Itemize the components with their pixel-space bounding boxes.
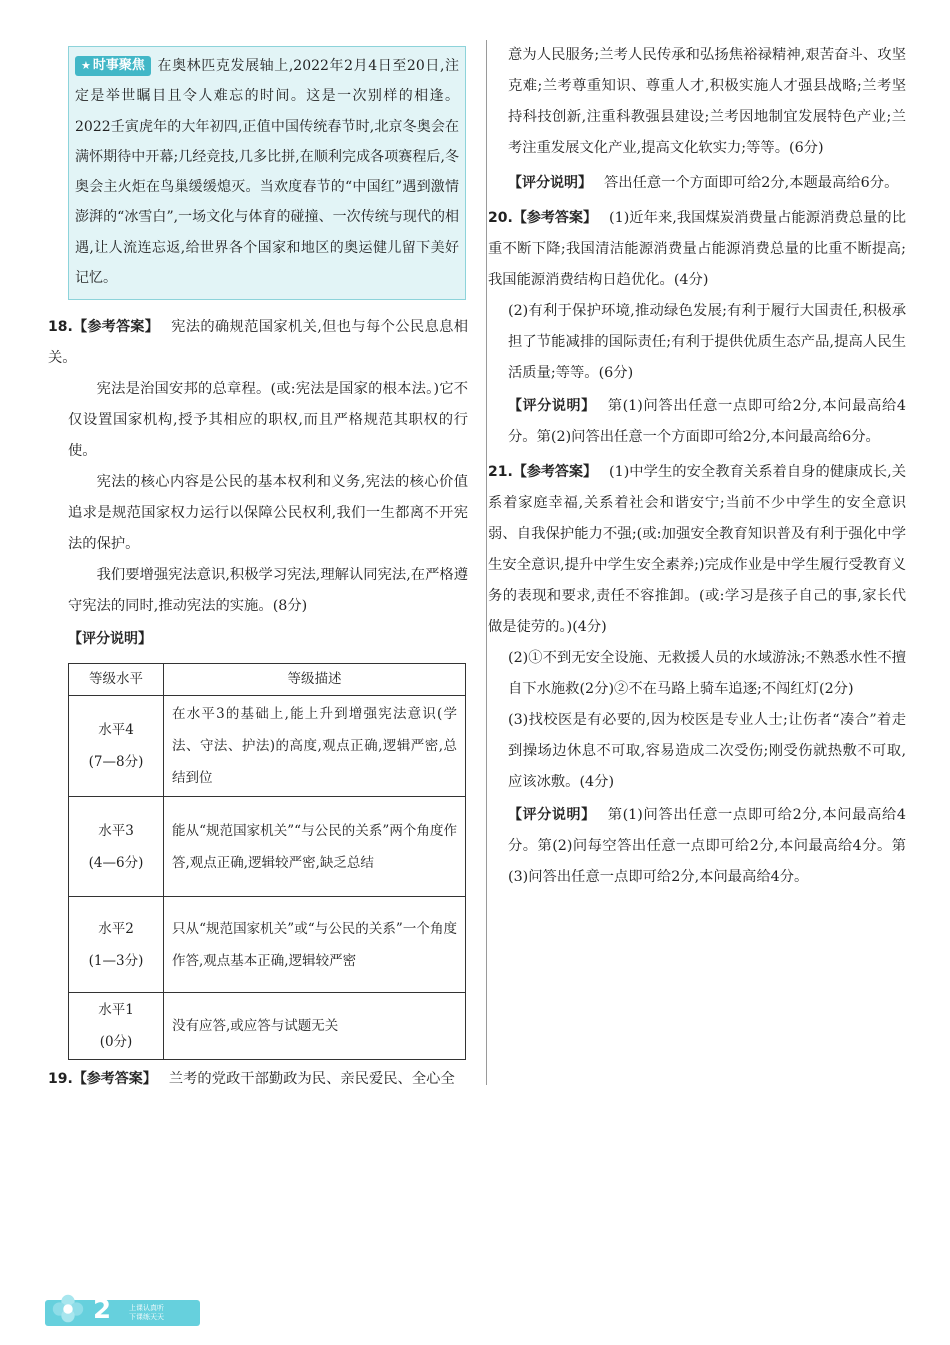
q20-answer-label: 【参考答案】 [512, 210, 598, 226]
q18-answer-label: 【参考答案】 [72, 319, 160, 335]
q20-answer-p2: (2)有利于保护环境,推动绿色发展;有利于履行大国责任,积极承担了节能减排的国际责任;有利于提供优质生态产品,提高人民生活质量;等等。(6分) [508, 303, 906, 381]
grade-table-row [69, 797, 466, 897]
grade-range: (4—6分) [88, 854, 144, 871]
q18-answer-p2: 宪法是治国安邦的总章程。(或:宪法是国家的根本法。)它不仅设置国家机构,授予其相应的职权,而且严格规范其职权的行使。 [68, 381, 468, 459]
question-18 [48, 312, 468, 1060]
q21-answer-p2: (2)①不到无安全设施、无救援人员的水域游泳;不熟悉水性不擅自下水施救(2分)②不在马路上骑车追逐;不闯红灯(2分) [508, 650, 906, 697]
grade-range: (7—8分) [88, 754, 144, 770]
q20-number: 20. [488, 210, 513, 226]
column-divider [486, 40, 487, 1085]
q20-p1-text: (1)近年来,我国煤炭消费量占能源消费总量的比重不断下降;我国清洁能源消费量占能源消费总量的比重不断提高;我国能源消费结构日趋优化。(4分) [488, 210, 907, 288]
q20-scoring [508, 391, 906, 453]
q20-scoring-text: 第(1)问答出任意一点即可给2分,本问最高给4分。第(2)问答出任意一个方面即可给2分,本问最高给6分。 [508, 398, 906, 445]
flower-logo-icon [49, 1290, 87, 1328]
grade-desc: 在水平3的基础上,能上升到增强宪法意识(学法、守法、护法)的高度,观点正确,逻辑严密,总结到位 [164, 696, 466, 797]
page-number: 2 [93, 1295, 112, 1325]
footer-slogan-line1: 上课认真听 [129, 1304, 164, 1312]
q21-number: 21. [488, 464, 513, 480]
q18-number: 18. [48, 319, 73, 335]
q20-scoring-label: 【评分说明】 [508, 398, 596, 414]
q19-scoring-label: 【评分说明】 [508, 175, 592, 191]
q21-scoring [508, 800, 906, 893]
grade-table-row [69, 696, 466, 797]
grade-table-header-desc: 等级描述 [164, 664, 466, 696]
q18-answer-p1 [48, 312, 468, 374]
q18-p1-text: 宪法的确规范国家机关,但也与每个公民息息相关。 [48, 319, 469, 366]
grade-desc: 没有应答,或应答与试题无关 [164, 993, 466, 1060]
star-icon: ★ [81, 59, 91, 72]
q19-answer-label: 【参考答案】 [72, 1071, 157, 1087]
news-focus-box [68, 46, 466, 300]
news-focus-tag-label: 时事聚焦 [92, 58, 145, 73]
news-focus-paragraph [75, 51, 459, 293]
grade-table-row [69, 897, 466, 993]
q18-answer-p4: 我们要增强宪法意识,积极学习宪法,理解认同宪法,在严格遵守宪法的同时,推动宪法的实施。(8分) [68, 567, 468, 614]
grade-table-header-level: 等级水平 [69, 664, 164, 696]
q19-start-text: 兰考的党政干部勤政为民、亲民爱民、全心全 [168, 1071, 455, 1087]
grade-range: (0分) [99, 1034, 133, 1050]
q20-answer-p1 [488, 203, 906, 296]
grade-desc: 能从“规范国家机关”“与公民的关系”两个角度作答,观点正确,逻辑较严密,缺乏总结 [164, 797, 466, 897]
q21-answer-p1 [488, 457, 906, 643]
grade-level: 水平4 [98, 722, 134, 738]
q18-scoring-label: 【评分说明】 [68, 631, 152, 647]
grade-desc: 只从“规范国家机关”或“与公民的关系”一个角度作答,观点基本正确,逻辑较严密 [164, 897, 466, 993]
footer-slogan-line2: 下课练天天 [129, 1313, 164, 1321]
q18-answer-p3: 宪法的核心内容是公民的基本权利和义务,宪法的核心价值追求是规范国家权力运行以保障公民权利,我们一生都离不开宪法的保护。 [68, 474, 468, 552]
grade-table-row [69, 993, 466, 1060]
q19-scoring-text: 答出任意一个方面即可给2分,本题最高给6分。 [604, 175, 899, 191]
q19-scoring [508, 168, 906, 199]
q19-answer-continued: 意为人民服务;兰考人民传承和弘扬焦裕禄精神,艰苦奋斗、攻坚克难;兰考尊重知识、尊重人才,积极实施人才强县战略;兰考坚持科技创新,注重科教强县建设;兰考因地制宜发展特色产业;兰考注重发展文化产业,提高文化软实力;等等。(6分) [508, 47, 906, 156]
q19-number: 19. [48, 1071, 73, 1087]
grade-level: 水平3 [98, 822, 134, 839]
page-footer [45, 1290, 205, 1330]
q21-answer-p3: (3)找校医是有必要的,因为校医是专业人士;让伤者“凑合”着走到操场边休息不可取,容易造成二次受伤;刚受伤就热敷不可取,应该冰敷。(4分) [508, 712, 906, 790]
q21-answer-label: 【参考答案】 [512, 464, 598, 480]
q18-grade-table [68, 663, 466, 1060]
grade-level: 水平1 [98, 1002, 134, 1018]
grade-table-header [69, 664, 466, 696]
right-column [488, 40, 906, 893]
q19-answer-start [48, 1064, 468, 1095]
grade-range: (1—3分) [88, 952, 144, 969]
footer-slogan [129, 1304, 164, 1322]
q21-scoring-text: 第(1)问答出任意一点即可给2分,本问最高给4分。第(2)问每空答出任意一点即可给2分,本问最高给4分。第(3)问答出任意一点即可给2分,本问最高给4分。 [508, 807, 906, 885]
question-19-start [48, 1064, 468, 1095]
news-focus-text: 在奥林匹克发展轴上,2022年2月4日至20日,注定是举世瞩目且令人难忘的时间。这是一次别样的相逢。2022壬寅虎年的大年初四,正值中国传统春节时,北京冬奥会在满怀期待中开幕;几经竞技,几多比拼,在顺利完成各项赛程后,冬奥会主火炬在鸟巢缓缓熄灭。当欢度春节的“中国红”遇到激情澎湃的“冰雪白”,一场文化与体育的碰撞、一次传统与现代的相遇,让人流连忘返,给世界各个国家和地区的奥运健儿留下美好记忆。 [75, 58, 459, 287]
news-focus-tag [75, 56, 151, 76]
q21-scoring-label: 【评分说明】 [508, 807, 596, 823]
grade-level: 水平2 [98, 920, 134, 937]
q21-p1-text: (1)中学生的安全教育关系着自身的健康成长,关系着家庭幸福,关系着社会和谐安宁;当前不少中学生的安全意识弱、自我保护能力不强;(或:加强安全教育知识普及有利于强化中学生安全意识,提升中学生安全素养;)完成作业是中学生履行受教育义务的表现和要求,责任不容推卸。(或:学习是孩子自己的事,家长代做是徒劳的。)(4分) [488, 464, 907, 635]
